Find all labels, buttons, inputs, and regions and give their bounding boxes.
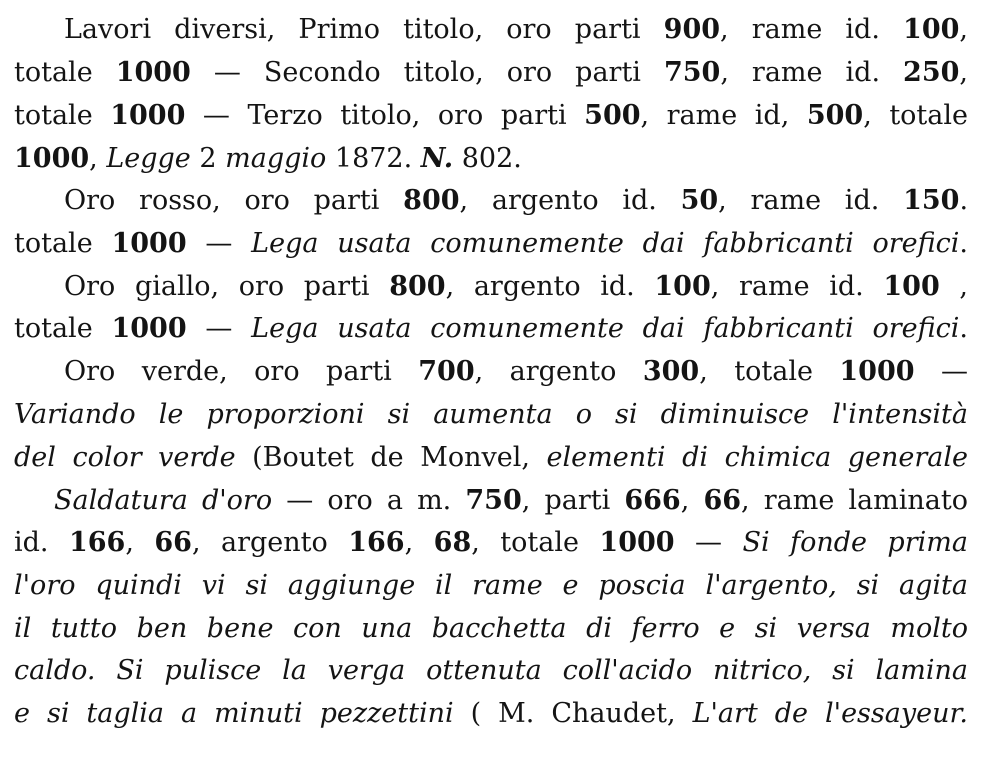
text-line bbox=[14, 523, 968, 563]
text-line bbox=[14, 694, 968, 734]
text-segment: , parti bbox=[521, 485, 625, 516]
text-segment: — Secondo titolo, oro parti bbox=[190, 57, 664, 88]
text-segment: , argento id. bbox=[459, 185, 681, 216]
text-segment: , rame laminato bbox=[741, 485, 968, 516]
text-segment: 666 bbox=[624, 485, 681, 516]
text-segment: — bbox=[186, 228, 252, 259]
text-line bbox=[14, 438, 968, 478]
text-segment: . bbox=[959, 185, 969, 216]
text-segment: , bbox=[680, 485, 704, 516]
text-segment: caldo. Si pulisce la verga ottenuta coll'acido nitrico, si lamina bbox=[14, 655, 968, 686]
text-segment: 1000 bbox=[599, 527, 675, 558]
text-segment: , rame id, bbox=[640, 100, 807, 131]
text-segment: , rame id. bbox=[720, 14, 904, 45]
text-segment: , rame id. bbox=[718, 185, 904, 216]
text-segment: 800 bbox=[403, 185, 460, 216]
text-segment: il tutto ben bene con una bacchetta di ferro e si versa molto bbox=[14, 613, 968, 644]
text-segment: 2 bbox=[190, 143, 226, 174]
text-segment: 100 bbox=[903, 14, 960, 45]
text-segment: 800 bbox=[389, 271, 446, 302]
text-segment: , rame id. bbox=[720, 57, 904, 88]
text-line bbox=[14, 651, 968, 691]
text-segment: 1000 bbox=[14, 143, 90, 174]
text-line bbox=[14, 309, 968, 349]
text-segment: 900 bbox=[663, 14, 721, 45]
text-segment: , bbox=[125, 527, 155, 558]
text-segment: 250 bbox=[903, 57, 960, 88]
text-segment: Legge bbox=[106, 143, 191, 174]
text-segment: , argento id. bbox=[445, 271, 655, 302]
text-segment: , bbox=[939, 271, 968, 302]
text-segment: 66 bbox=[154, 527, 192, 558]
text-line bbox=[14, 566, 968, 606]
text-segment: 1000 bbox=[111, 313, 187, 344]
text-segment: — bbox=[674, 527, 743, 558]
text-line bbox=[64, 267, 968, 307]
text-segment: totale bbox=[14, 313, 112, 344]
text-segment: 66 bbox=[703, 485, 742, 516]
text-line bbox=[64, 181, 968, 221]
text-line bbox=[14, 224, 968, 264]
text-segment: L'art de l'essayeur. bbox=[692, 698, 969, 729]
text-segment: , bbox=[89, 143, 107, 174]
text-segment: 100 bbox=[883, 271, 940, 302]
text-segment: , totale bbox=[471, 527, 600, 558]
text-segment: 1000 bbox=[839, 356, 915, 387]
text-segment: Oro verde, oro parti bbox=[64, 356, 419, 387]
text-segment: , rame id. bbox=[710, 271, 884, 302]
text-segment: del color verde bbox=[14, 442, 236, 473]
text-segment: Si fonde prima bbox=[742, 527, 968, 558]
text-segment: id. bbox=[14, 527, 69, 558]
text-segment: 500 bbox=[806, 100, 864, 131]
text-segment: 150 bbox=[903, 185, 960, 216]
text-segment: — bbox=[186, 313, 252, 344]
text-segment: . bbox=[959, 313, 968, 344]
text-line bbox=[14, 395, 968, 435]
text-segment: , totale bbox=[699, 356, 840, 387]
text-segment: 100 bbox=[654, 271, 711, 302]
text-segment: 1000 bbox=[115, 57, 191, 88]
text-segment: 50 bbox=[680, 185, 719, 216]
text-segment: ( M. Chaudet, bbox=[453, 698, 693, 729]
text-segment: 300 bbox=[642, 356, 700, 387]
text-segment: , totale bbox=[863, 100, 968, 131]
text-segment: 750 bbox=[663, 57, 721, 88]
text-segment: , argento bbox=[474, 356, 643, 387]
text-segment: — Terzo titolo, oro parti bbox=[185, 100, 585, 131]
text-segment: totale bbox=[14, 100, 111, 131]
text-segment: (Boutet de Monvel, bbox=[235, 442, 547, 473]
text-segment: Oro giallo, oro parti bbox=[64, 271, 390, 302]
text-segment: 1000 bbox=[111, 228, 187, 259]
text-segment: Oro rosso, oro parti bbox=[64, 185, 404, 216]
text-segment: 166 bbox=[348, 527, 405, 558]
text-line bbox=[14, 96, 968, 136]
text-line bbox=[64, 10, 968, 50]
text-segment: Lega usata comunemente dai fabbricanti orefici bbox=[251, 228, 960, 259]
text-segment: , argento bbox=[191, 527, 349, 558]
text-segment: 802. bbox=[453, 143, 522, 174]
text-line bbox=[14, 139, 968, 179]
text-segment: , bbox=[959, 57, 969, 88]
text-segment: Lega usata comunemente dai fabbricanti orefici bbox=[251, 313, 960, 344]
text-segment: 166 bbox=[68, 527, 126, 558]
text-segment: , bbox=[404, 527, 434, 558]
text-line bbox=[14, 609, 968, 649]
text-line bbox=[14, 53, 968, 93]
text-segment: 750 bbox=[465, 485, 522, 516]
text-segment: 500 bbox=[584, 100, 641, 131]
text-segment: Lavori diversi, Primo titolo, oro parti bbox=[64, 14, 664, 45]
text-segment: N. bbox=[420, 143, 454, 174]
text-segment: 1872. bbox=[326, 143, 421, 174]
text-segment: totale bbox=[14, 228, 112, 259]
text-segment: 1000 bbox=[110, 100, 186, 131]
text-line bbox=[54, 481, 968, 521]
text-segment: totale bbox=[14, 57, 116, 88]
text-segment: elementi di chimica generale bbox=[546, 442, 968, 473]
text-segment: , bbox=[959, 14, 968, 45]
text-segment: l'oro quindi vi si aggiunge il rame e poscia l'argento, si agita bbox=[14, 570, 968, 601]
text-segment: — bbox=[914, 356, 968, 387]
text-segment: 68 bbox=[433, 527, 472, 558]
text-segment: e si taglia a minuti pezzettini bbox=[14, 698, 454, 729]
text-segment: 700 bbox=[418, 356, 475, 387]
text-segment: — oro a m. bbox=[272, 485, 466, 516]
text-segment: . bbox=[959, 228, 968, 259]
text-segment: Variando le proporzioni si aumenta o si diminuisce l'intensità bbox=[14, 399, 968, 430]
text-segment: Saldatura d'oro bbox=[54, 485, 273, 516]
text-segment: maggio bbox=[225, 143, 327, 174]
text-line bbox=[64, 352, 968, 392]
